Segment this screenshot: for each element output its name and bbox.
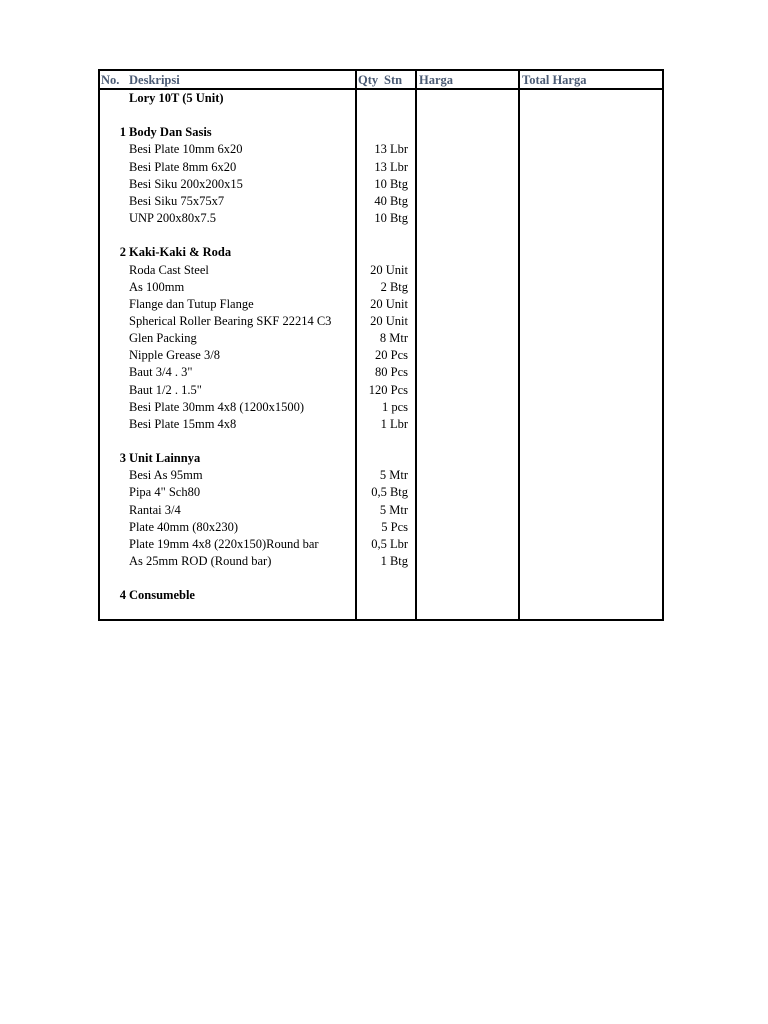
table-row — [100, 107, 662, 124]
table-row — [100, 210, 662, 227]
row-description: Baut 3/4 . 3" — [129, 365, 193, 380]
table-row — [100, 159, 662, 176]
table-row — [100, 570, 662, 587]
row-description: Baut 1/2 . 1.5" — [129, 382, 202, 397]
row-qty: 20 Unit — [370, 296, 408, 311]
row-description: Besi As 95mm — [129, 468, 203, 483]
table-row — [100, 296, 662, 313]
row-number: 4 — [119, 588, 126, 603]
row-qty: 5 Mtr — [379, 502, 408, 517]
row-description: As 100mm — [129, 279, 185, 294]
table-row — [100, 416, 662, 433]
row-qty: 13 Lbr — [374, 159, 408, 174]
row-qty: 80 Pcs — [375, 365, 408, 380]
row-description: Glen Packing — [129, 331, 197, 346]
row-description: Besi Plate 10mm 6x20 — [129, 142, 243, 157]
table-row — [100, 227, 662, 244]
table-row — [100, 279, 662, 296]
table-row — [100, 502, 662, 519]
row-number: 1 — [119, 125, 126, 140]
table-row — [100, 519, 662, 536]
table-row — [100, 313, 662, 330]
table-row — [100, 484, 662, 501]
row-description: Unit Lainnya — [129, 451, 201, 466]
row-qty: 0,5 Btg — [371, 485, 408, 500]
header-stn: Stn — [384, 73, 403, 87]
row-qty: 1 pcs — [381, 399, 408, 414]
row-number: 3 — [119, 451, 126, 466]
header-deskripsi: Deskripsi — [129, 73, 180, 87]
row-qty: 5 Pcs — [381, 519, 408, 534]
table-row — [100, 330, 662, 347]
table-row — [100, 450, 662, 467]
row-description: Nipple Grease 3/8 — [129, 348, 220, 363]
table-row — [100, 193, 662, 210]
row-description: Spherical Roller Bearing SKF 22214 C3 — [129, 313, 332, 328]
row-description: Besi Plate 30mm 4x8 (1200x1500) — [129, 399, 304, 414]
table-row — [100, 262, 662, 279]
row-description: Besi Siku 200x200x15 — [129, 176, 243, 191]
table-row — [100, 141, 662, 158]
header-no: No. — [101, 73, 120, 87]
row-qty: 1 Btg — [380, 554, 408, 569]
row-description: Besi Plate 15mm 4x8 — [129, 416, 237, 431]
table-row — [100, 399, 662, 416]
table-row — [100, 176, 662, 193]
table-row — [100, 433, 662, 450]
row-description: Lory 10T (5 Unit) — [129, 91, 224, 105]
row-description: Besi Plate 8mm 6x20 — [129, 159, 237, 174]
row-description: Rantai 3/4 — [129, 502, 181, 517]
table-row — [100, 553, 662, 570]
row-qty: 20 Pcs — [375, 348, 408, 363]
row-qty: 13 Lbr — [374, 142, 408, 157]
table-row — [100, 382, 662, 399]
row-description: Pipa 4" Sch80 — [129, 485, 201, 500]
row-qty: 10 Btg — [374, 211, 408, 226]
row-description: Kaki-Kaki & Roda — [129, 245, 232, 260]
table-row — [100, 536, 662, 553]
row-description: UNP 200x80x7.5 — [129, 211, 217, 226]
row-description: Roda Cast Steel — [129, 262, 209, 277]
row-description: Plate 19mm 4x8 (220x150)Round bar — [129, 536, 319, 551]
table-row — [100, 244, 662, 261]
table-row — [100, 364, 662, 381]
row-qty: 120 Pcs — [368, 382, 408, 397]
row-description: Flange dan Tutup Flange — [129, 296, 254, 311]
row-qty: 40 Btg — [374, 193, 408, 208]
table-row — [100, 90, 662, 107]
table-row — [100, 467, 662, 484]
row-qty: 10 Btg — [374, 176, 408, 191]
row-qty: 2 Btg — [380, 279, 408, 294]
row-qty: 5 Mtr — [379, 468, 408, 483]
row-qty: 20 Unit — [370, 313, 408, 328]
row-qty: 1 Lbr — [380, 416, 408, 431]
row-description: Body Dan Sasis — [129, 125, 212, 140]
table-row — [100, 124, 662, 141]
header-harga: Harga — [419, 73, 454, 87]
row-qty: 20 Unit — [370, 262, 408, 277]
header-total-harga: Total Harga — [522, 73, 587, 87]
table-row — [100, 587, 662, 604]
header-qty: Qty — [358, 73, 379, 87]
row-description: Plate 40mm (80x230) — [129, 519, 239, 534]
row-number: 2 — [119, 245, 126, 260]
row-qty: 8 Mtr — [379, 331, 408, 346]
table-row — [100, 347, 662, 364]
row-description: Consumeble — [129, 588, 195, 603]
row-description: As 25mm ROD (Round bar) — [129, 554, 272, 569]
price-table — [98, 69, 664, 621]
row-description: Besi Siku 75x75x7 — [129, 193, 225, 208]
row-qty: 0,5 Lbr — [371, 536, 408, 551]
